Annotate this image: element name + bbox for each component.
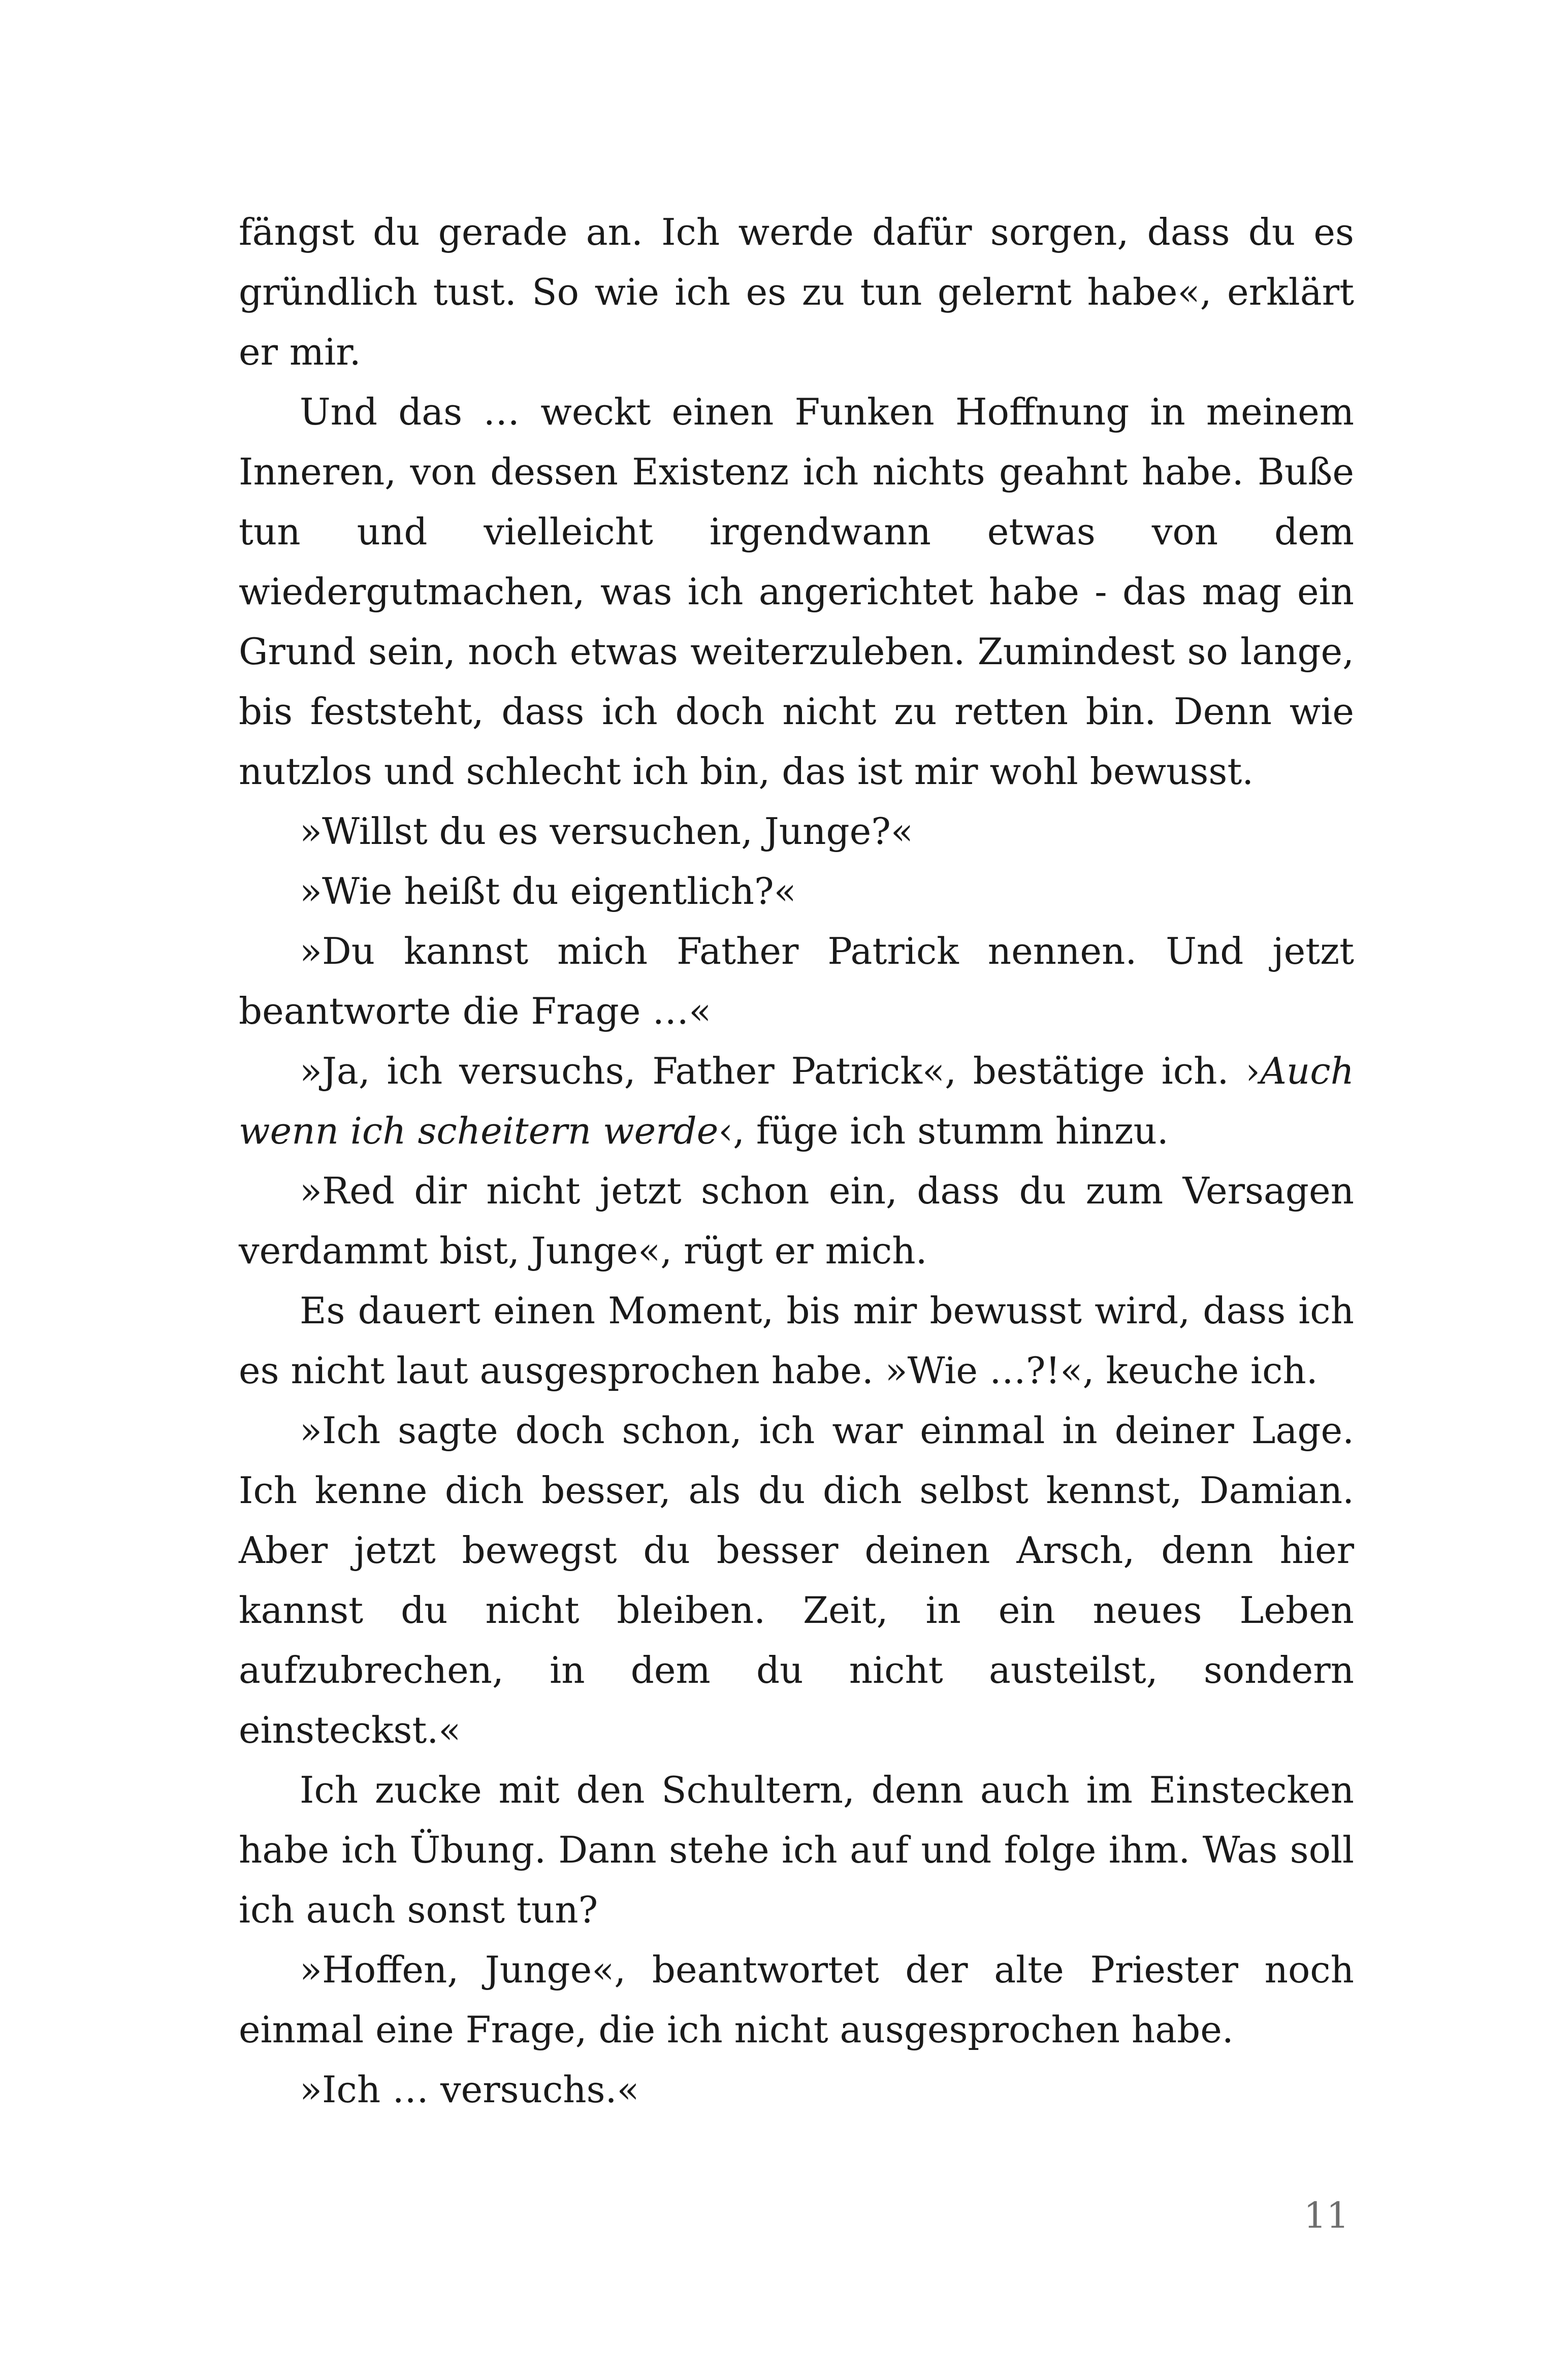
paragraph: »Willst du es versuchen, Junge?« [300,810,913,853]
body-text [239,202,1354,2120]
paragraph-text: ‹, füge ich stumm hinzu. [718,1110,1169,1152]
paragraph: Und das … weckt einen Funken Hoffnung in meinem Inneren, von dessen Existenz ich nichts geahnt habe. Buße tun und vielleicht irgendwann etwas von dem wiedergutmachen, was ich angerichtet habe - das mag ein Grund sein, noch etwas weiterzuleben. Zumindest so lange, bis feststeht, dass ich doch nicht zu retten bin. Denn wie nutzlos und schlecht ich bin, das ist mir wohl bewusst. [239,390,1354,793]
italic-thought: Auch wenn ich scheitern werde [239,1050,1354,1152]
paragraph: Ich zucke mit den Schultern, denn auch im Einstecken habe ich Übung. Dann stehe ich auf und folge ihm. Was soll ich auch sonst tun? [239,1769,1354,1931]
paragraph: »Wie heißt du eigentlich?« [300,870,796,912]
page-number: 11 [1303,2195,1349,2236]
paragraph: fängst du gerade an. Ich werde dafür sorgen, dass du es gründlich tust. So wie ich es zu tun gelernt habe«, erklärt er mir. [239,211,1354,373]
paragraph-with-italic [239,1041,1354,1161]
paragraph: »Ich sagte doch schon, ich war einmal in deiner Lage. Ich kenne dich besser, als du dich selbst kennst, Damian. Aber jetzt bewegst du besser deinen Arsch, denn hier kannst du nicht bleiben. Zeit, in ein neues Leben aufzubrechen, in dem du nicht austeilst, sondern einsteckst.« [239,1409,1354,1751]
paragraph: »Ich … versuchs.« [300,2068,639,2111]
paragraph-text: »Ja, ich versuchs, Father Patrick«, bestätige ich. › [300,1050,1260,1092]
paragraph: »Red dir nicht jetzt schon ein, dass du zum Versagen verdammt bist, Junge«, rügt er mich. [239,1169,1354,1272]
paragraph: »Hoffen, Junge«, beantwortet der alte Priester noch einmal eine Frage, die ich nicht ausgesprochen habe. [239,1948,1354,2051]
paragraph: »Du kannst mich Father Patrick nennen. Und jetzt beantworte die Frage …« [239,930,1354,1032]
paragraph: Es dauert einen Moment, bis mir bewusst wird, dass ich es nicht laut ausgesprochen habe. »Wie …?!«, keuche ich. [239,1289,1354,1392]
